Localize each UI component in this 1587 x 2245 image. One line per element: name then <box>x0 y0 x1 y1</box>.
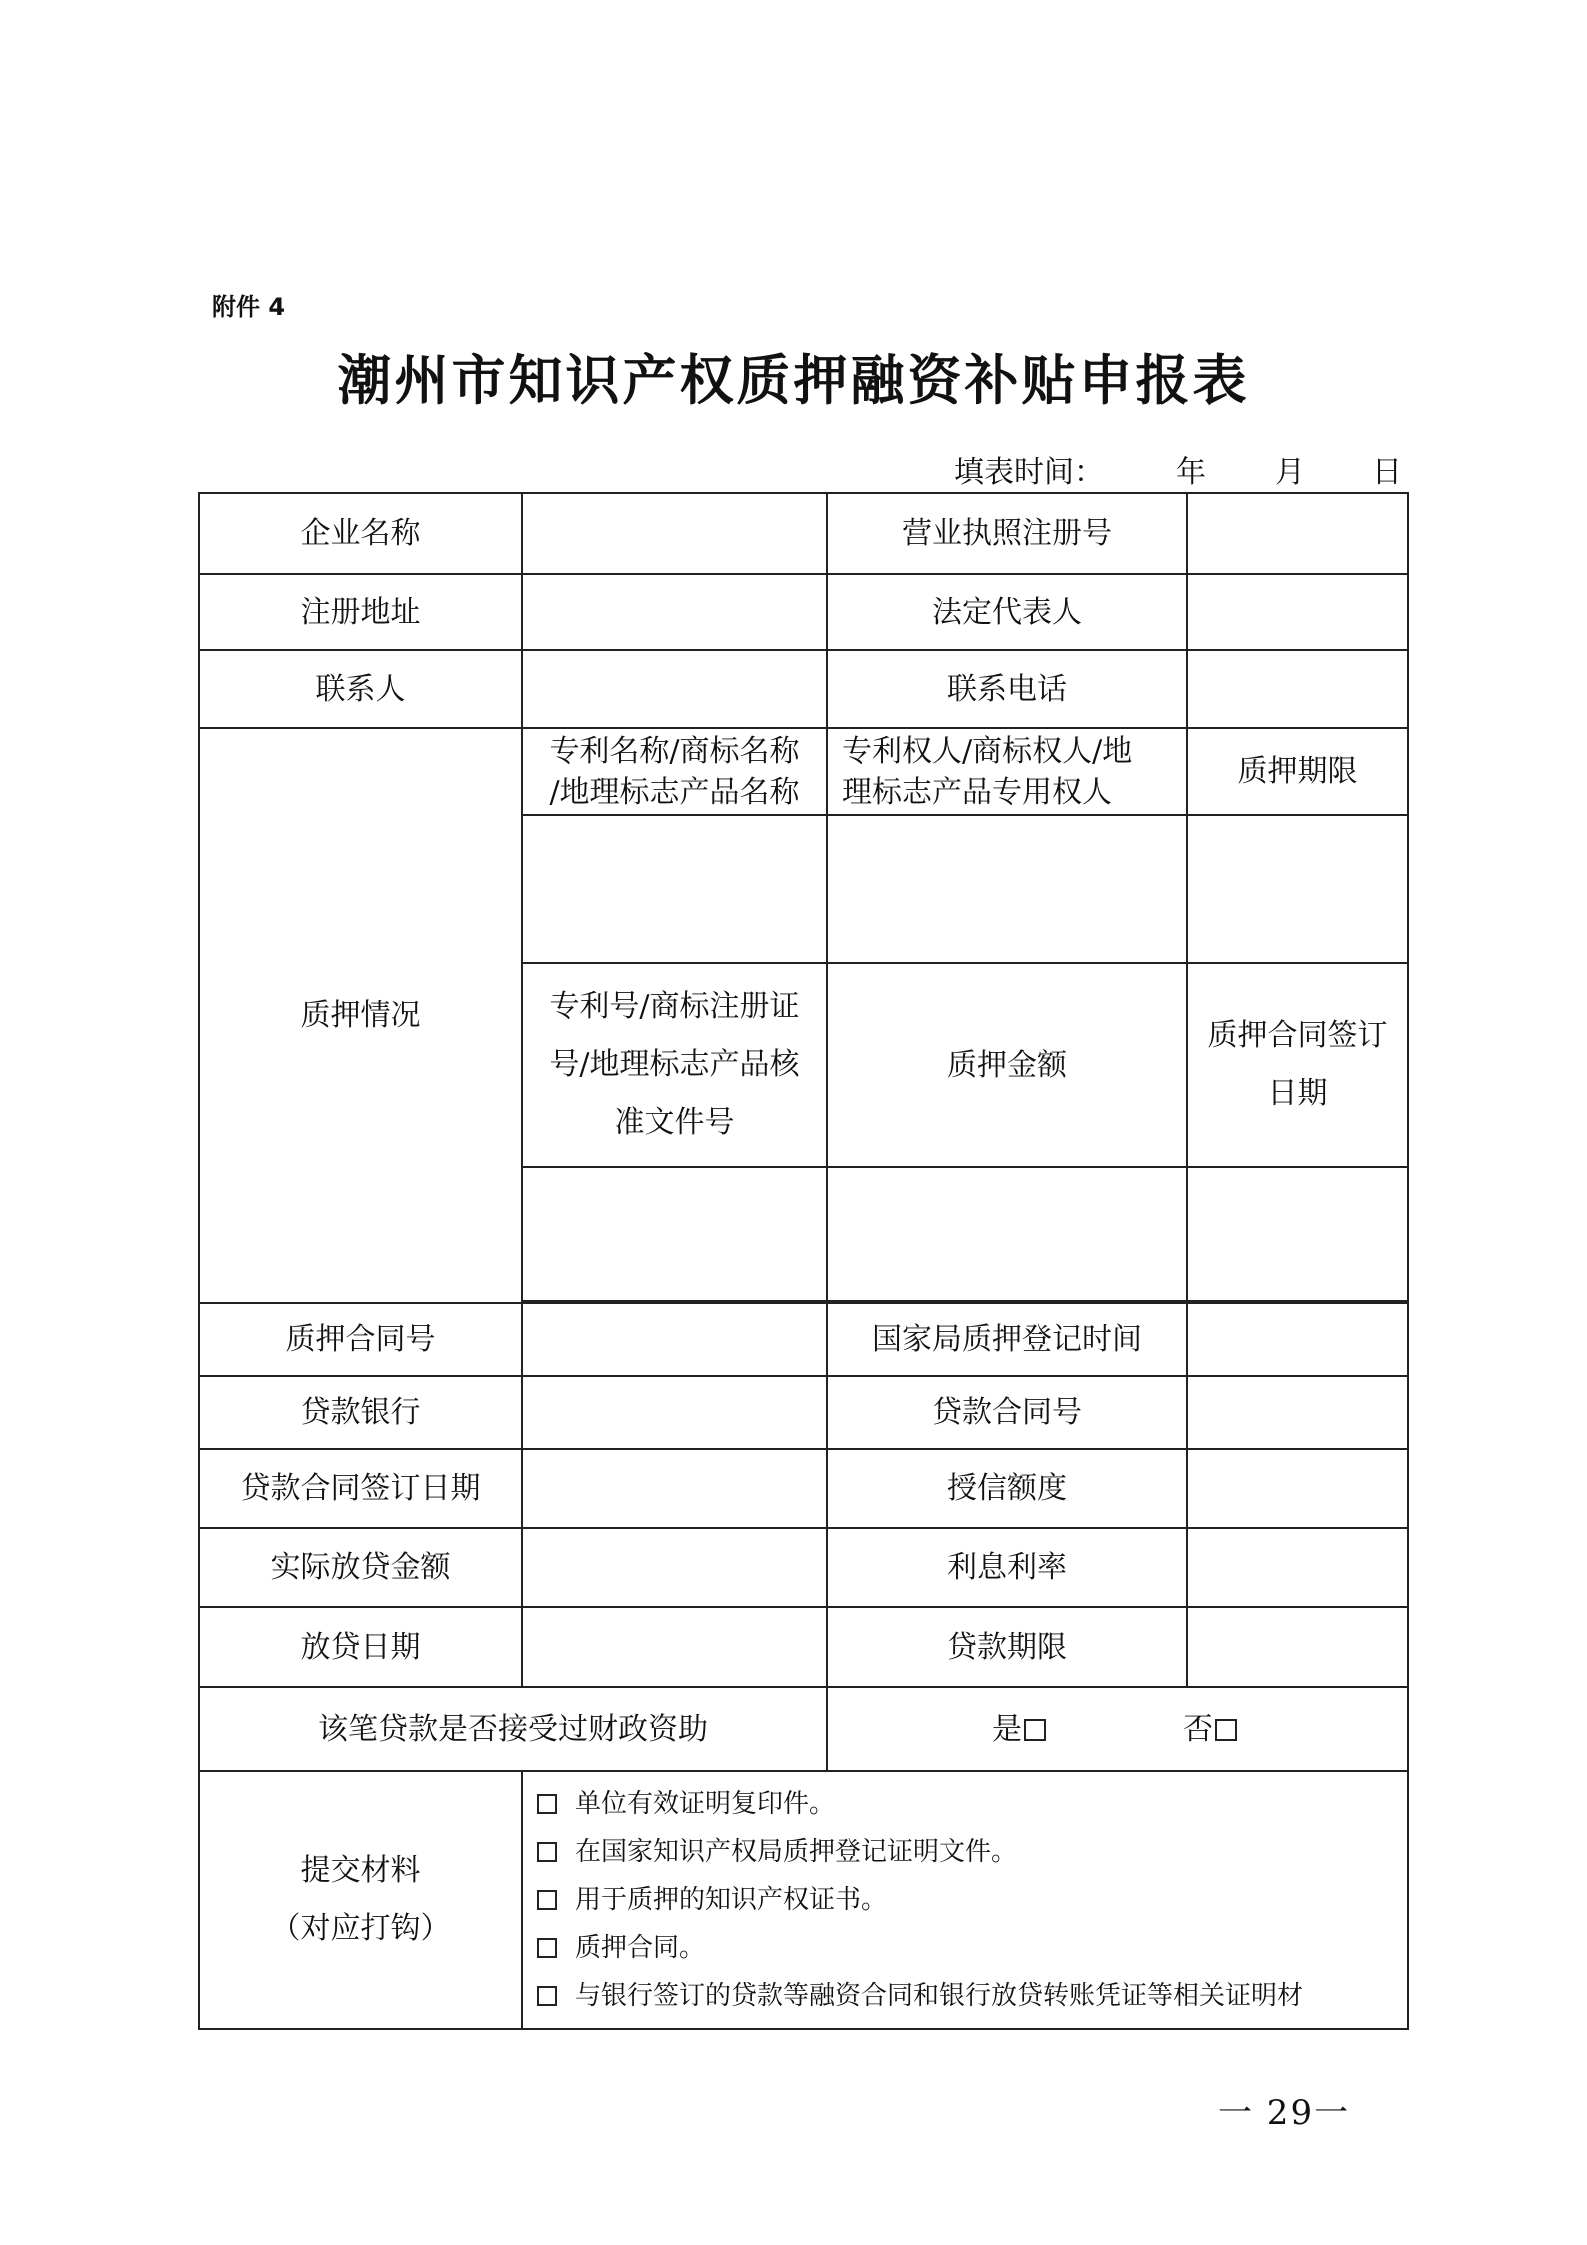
fiscal-aid-question: 该笔贷款是否接受过财政资助 <box>199 1687 827 1771</box>
credit-limit-label: 授信额度 <box>827 1449 1187 1528</box>
fill-date-line <box>954 447 1404 490</box>
ip-owner-header <box>827 728 1187 815</box>
reg-address-value[interactable] <box>522 574 827 650</box>
fiscal-aid-choice <box>827 1687 1408 1771</box>
loan-term-value[interactable] <box>1187 1607 1408 1687</box>
ip-owner-value[interactable] <box>827 815 1187 963</box>
fiscal-aid-choice-wrap <box>828 1709 1407 1749</box>
materials-checkbox[interactable] <box>537 1890 557 1910</box>
materials-label <box>199 1771 522 2029</box>
loan-sign-date-value[interactable] <box>522 1449 827 1528</box>
interest-rate-label: 利息利率 <box>827 1528 1187 1607</box>
fill-date-year: 年 <box>1176 455 1206 490</box>
pledge-contract-no-value[interactable] <box>522 1303 827 1376</box>
materials-label-line: （对应打钩） <box>270 1911 451 1946</box>
ip-no-header <box>522 963 827 1167</box>
form-row <box>199 1303 1408 1376</box>
ip-name-header-line: /地理标志产品名称 <box>549 774 800 810</box>
pledge-amount-header: 质押金额 <box>827 963 1187 1167</box>
credit-limit-value[interactable] <box>1187 1449 1408 1528</box>
materials-item[interactable] <box>537 1828 1393 1876</box>
loan-bank-label: 贷款银行 <box>199 1376 522 1449</box>
pledge-amount-value[interactable] <box>827 1167 1187 1301</box>
reg-address-label: 注册地址 <box>199 574 522 650</box>
application-form-table <box>198 492 1409 2030</box>
pledge-sign-date-header <box>1187 963 1408 1167</box>
fill-date-label: 填表时间： <box>954 455 1104 490</box>
national-reg-time-value[interactable] <box>1187 1303 1408 1376</box>
attachment-label: 附件 4 <box>212 293 286 321</box>
legal-rep-value[interactable] <box>1187 574 1408 650</box>
materials-item-text: 与银行签订的贷款等融资合同和银行放贷转账凭证等相关证明材 <box>575 1981 1304 2011</box>
loan-date-value[interactable] <box>522 1607 827 1687</box>
loan-contract-no-value[interactable] <box>1187 1376 1408 1449</box>
pledge-term-header: 质押期限 <box>1187 728 1408 815</box>
form-row <box>199 1376 1408 1449</box>
form-row <box>199 650 1408 728</box>
fiscal-aid-yes-checkbox[interactable] <box>1024 1719 1046 1741</box>
contact-phone-value[interactable] <box>1187 650 1408 728</box>
fiscal-aid-no-checkbox[interactable] <box>1215 1719 1237 1741</box>
materials-checkbox[interactable] <box>537 1842 557 1862</box>
ip-owner-header-line: 专利权人/商标权人/地 <box>842 733 1133 769</box>
page-number: 一 29一 <box>1218 2093 1351 2133</box>
materials-item[interactable] <box>537 1876 1393 1924</box>
loan-sign-date-label: 贷款合同签订日期 <box>199 1449 522 1528</box>
loan-contract-no-label: 贷款合同号 <box>827 1376 1187 1449</box>
form-row <box>199 1771 1408 2029</box>
ip-name-value[interactable] <box>522 815 827 963</box>
fiscal-aid-no-option[interactable] <box>1183 1709 1237 1750</box>
fill-date-month: 月 <box>1275 455 1305 490</box>
license-no-value[interactable] <box>1187 493 1408 574</box>
pledge-sign-date-header-line: 质押合同签订 <box>1207 1018 1388 1053</box>
form-row <box>199 1528 1408 1607</box>
fiscal-aid-yes-option[interactable] <box>992 1709 1046 1750</box>
company-name-value[interactable] <box>522 493 827 574</box>
ip-no-header-line: 准文件号 <box>614 1105 735 1140</box>
materials-item-text: 质押合同。 <box>575 1933 706 1963</box>
ip-owner-header-line: 理标志产品专用权人 <box>842 774 1112 810</box>
form-row <box>199 1687 1408 1771</box>
pledge-section-label: 质押情况 <box>199 728 522 1303</box>
interest-rate-value[interactable] <box>1187 1528 1408 1607</box>
actual-loan-amount-value[interactable] <box>522 1528 827 1607</box>
legal-rep-label: 法定代表人 <box>827 574 1187 650</box>
materials-item-text: 用于质押的知识产权证书。 <box>575 1885 888 1915</box>
fill-date-day: 日 <box>1372 455 1402 490</box>
form-row <box>199 1607 1408 1687</box>
materials-item-text: 在国家知识产权局质押登记证明文件。 <box>575 1837 1018 1867</box>
fiscal-aid-yes-label: 是 <box>992 1712 1022 1747</box>
materials-item[interactable] <box>537 1924 1393 1972</box>
company-name-label: 企业名称 <box>199 493 522 574</box>
ip-name-header <box>522 728 827 815</box>
contact-value[interactable] <box>522 650 827 728</box>
ip-name-header-line: 专利名称/商标名称 <box>549 733 800 769</box>
form-row <box>199 493 1408 574</box>
form-title: 潮州市知识产权质押融资补贴申报表 <box>337 349 1250 412</box>
ip-no-header-line: 专利号/商标注册证 <box>549 989 800 1024</box>
contact-label: 联系人 <box>199 650 522 728</box>
form-row <box>199 728 1408 815</box>
pledge-contract-no-label: 质押合同号 <box>199 1303 522 1376</box>
materials-checkbox[interactable] <box>537 1938 557 1958</box>
materials-label-line: 提交材料 <box>300 1853 421 1888</box>
ip-no-value[interactable] <box>522 1167 827 1301</box>
pledge-term-value[interactable] <box>1187 815 1408 963</box>
loan-term-label: 贷款期限 <box>827 1607 1187 1687</box>
materials-item[interactable] <box>537 1780 1393 1828</box>
contact-phone-label: 联系电话 <box>827 650 1187 728</box>
loan-bank-value[interactable] <box>522 1376 827 1449</box>
national-reg-time-label: 国家局质押登记时间 <box>827 1303 1187 1376</box>
materials-checkbox[interactable] <box>537 1794 557 1814</box>
form-row <box>199 1449 1408 1528</box>
fiscal-aid-no-label: 否 <box>1183 1712 1213 1747</box>
materials-checkbox[interactable] <box>537 1986 557 2006</box>
actual-loan-amount-label: 实际放贷金额 <box>199 1528 522 1607</box>
license-no-label: 营业执照注册号 <box>827 493 1187 574</box>
materials-checklist <box>522 1771 1408 2029</box>
pledge-sign-date-header-line: 日期 <box>1267 1076 1328 1111</box>
materials-item[interactable] <box>537 1972 1393 2020</box>
materials-item-text: 单位有效证明复印件。 <box>575 1789 836 1819</box>
pledge-sign-date-value[interactable] <box>1187 1167 1408 1301</box>
form-row <box>199 574 1408 650</box>
ip-no-header-line: 号/地理标志产品核 <box>549 1047 800 1082</box>
loan-date-label: 放贷日期 <box>199 1607 522 1687</box>
